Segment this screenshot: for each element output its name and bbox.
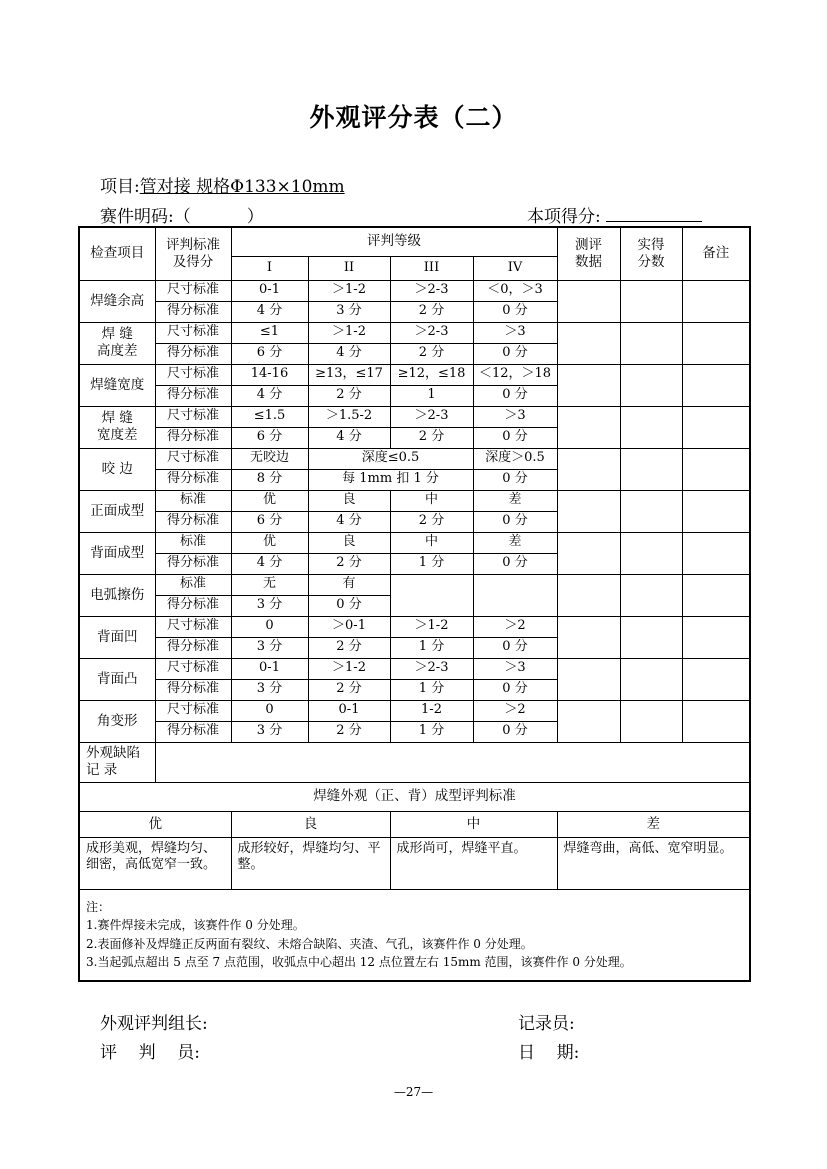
cell: 1 分 bbox=[390, 721, 473, 742]
cell: 0 分 bbox=[308, 595, 390, 616]
cell: 0 分 bbox=[473, 637, 557, 658]
actual-cell[interactable] bbox=[620, 700, 682, 742]
cell: 4 分 bbox=[308, 427, 390, 448]
remark-cell[interactable] bbox=[682, 574, 750, 616]
std-label: 得分标准 bbox=[155, 679, 231, 700]
cell: ＞2 bbox=[473, 616, 557, 637]
table-row bbox=[79, 364, 750, 385]
cell: 无 bbox=[231, 574, 308, 595]
actual-cell[interactable] bbox=[620, 574, 682, 616]
table-row bbox=[79, 532, 750, 553]
std-label: 得分标准 bbox=[155, 511, 231, 532]
cell: ＞3 bbox=[473, 406, 557, 427]
signature-date: 日 期: bbox=[518, 1043, 580, 1063]
forming-desc: 成形尚可，焊缝平直。 bbox=[390, 837, 557, 889]
cell: ＞3 bbox=[473, 322, 557, 343]
score-line bbox=[527, 202, 702, 227]
cell: 中 bbox=[390, 490, 473, 511]
signature-leader: 外观评判组长: bbox=[100, 1014, 208, 1034]
std-label: 尺寸标准 bbox=[155, 364, 231, 385]
actual-cell[interactable] bbox=[620, 364, 682, 406]
remark-cell[interactable] bbox=[682, 364, 750, 406]
table-row bbox=[79, 280, 750, 301]
cell: 3 分 bbox=[308, 301, 390, 322]
cell: 2 分 bbox=[390, 511, 473, 532]
cell: ＞1-2 bbox=[308, 322, 390, 343]
table-row bbox=[79, 322, 750, 343]
std-label: 得分标准 bbox=[155, 721, 231, 742]
forming-desc: 成形美观，焊缝均匀、细密，高低宽窄一致。 bbox=[79, 837, 231, 889]
cell: 4 分 bbox=[308, 511, 390, 532]
cell: 2 分 bbox=[308, 721, 390, 742]
item-name: 背面凹 bbox=[79, 616, 155, 658]
std-label: 得分标准 bbox=[155, 595, 231, 616]
std-label: 尺寸标准 bbox=[155, 616, 231, 637]
cell: 深度≤0.5 bbox=[308, 448, 473, 469]
score-label: 本项得分: bbox=[527, 207, 601, 227]
std-label: 得分标准 bbox=[155, 637, 231, 658]
forming-grade: 优 bbox=[79, 811, 231, 837]
table-row bbox=[79, 406, 750, 427]
measured-cell[interactable] bbox=[557, 490, 620, 532]
cell: 0 分 bbox=[473, 385, 557, 406]
cell: 0 分 bbox=[473, 553, 557, 574]
measured-cell[interactable] bbox=[557, 532, 620, 574]
measured-cell[interactable] bbox=[557, 700, 620, 742]
cell: 深度＞0.5 bbox=[473, 448, 557, 469]
cell: ＞2-3 bbox=[390, 280, 473, 301]
cell: 2 分 bbox=[308, 553, 390, 574]
item-name: 背面凸 bbox=[79, 658, 155, 700]
cell: 0 分 bbox=[473, 679, 557, 700]
grade-1: I bbox=[231, 256, 308, 280]
cell: ＞2-3 bbox=[390, 406, 473, 427]
table-row bbox=[79, 574, 750, 595]
forming-title-row bbox=[79, 782, 750, 811]
defect-row bbox=[79, 742, 750, 782]
cell: 3 分 bbox=[231, 595, 308, 616]
grade-3: III bbox=[390, 256, 473, 280]
std-label: 尺寸标准 bbox=[155, 658, 231, 679]
std-label: 得分标准 bbox=[155, 469, 231, 490]
cell: 3 分 bbox=[231, 637, 308, 658]
table-row bbox=[79, 658, 750, 679]
cell: ≤1 bbox=[231, 322, 308, 343]
grade-4: IV bbox=[473, 256, 557, 280]
cell: 0 分 bbox=[473, 721, 557, 742]
actual-cell[interactable] bbox=[620, 658, 682, 700]
std-label: 得分标准 bbox=[155, 385, 231, 406]
cell: ≤1.5 bbox=[231, 406, 308, 427]
project-label: 项目: bbox=[100, 177, 140, 197]
cell: ＞1.5-2 bbox=[308, 406, 390, 427]
cell: 2 分 bbox=[308, 385, 390, 406]
cell: 中 bbox=[390, 532, 473, 553]
cell: 1 bbox=[390, 385, 473, 406]
std-label: 尺寸标准 bbox=[155, 448, 231, 469]
cell: 1-2 bbox=[390, 700, 473, 721]
forming-grade: 良 bbox=[231, 811, 390, 837]
code-close: ） bbox=[246, 207, 264, 227]
cell: 0 分 bbox=[473, 469, 557, 490]
cell: 0 分 bbox=[473, 343, 557, 364]
cell: ＞2-3 bbox=[390, 658, 473, 679]
cell: ＜0，＞3 bbox=[473, 280, 557, 301]
table-row bbox=[79, 490, 750, 511]
remark-cell[interactable] bbox=[682, 532, 750, 574]
note-3: 3.当起弧点超出 5 点至 7 点范围，收弧点中心超出 12 点位置左右 15mm 范围，该赛件作 0 分处理。 bbox=[86, 955, 632, 970]
forming-desc-row bbox=[79, 837, 750, 889]
notes bbox=[79, 889, 750, 981]
cell: 良 bbox=[308, 490, 390, 511]
cell: 6 分 bbox=[231, 343, 308, 364]
forming-grade-row bbox=[79, 811, 750, 837]
remark-cell[interactable] bbox=[682, 322, 750, 364]
cell: 6 分 bbox=[231, 511, 308, 532]
remark-cell[interactable] bbox=[682, 700, 750, 742]
measured-cell[interactable] bbox=[557, 616, 620, 658]
cell: 2 分 bbox=[390, 427, 473, 448]
remark-cell[interactable] bbox=[682, 616, 750, 658]
cell: ＞1-2 bbox=[308, 280, 390, 301]
cell: 0-1 bbox=[308, 700, 390, 721]
header-grades: 评判等级 bbox=[231, 227, 557, 256]
cell: 14-16 bbox=[231, 364, 308, 385]
cell: 6 分 bbox=[231, 427, 308, 448]
std-label: 得分标准 bbox=[155, 343, 231, 364]
std-label: 标准 bbox=[155, 574, 231, 595]
actual-cell[interactable] bbox=[620, 532, 682, 574]
page-number: —27— bbox=[393, 1085, 434, 1099]
code-label: 赛件明码:（ bbox=[100, 207, 191, 227]
item-name: 角变形 bbox=[79, 700, 155, 742]
item-name: 焊 缝 高度差 bbox=[79, 322, 155, 364]
grade-2: II bbox=[308, 256, 390, 280]
cell: 8 分 bbox=[231, 469, 308, 490]
actual-cell[interactable] bbox=[620, 616, 682, 658]
signature-judge: 评 判 员: bbox=[100, 1043, 200, 1063]
cell: ＞1-2 bbox=[308, 658, 390, 679]
remark-cell[interactable] bbox=[682, 280, 750, 322]
score-table bbox=[78, 226, 751, 982]
cell: 2 分 bbox=[390, 343, 473, 364]
cell: ≥12，≤18 bbox=[390, 364, 473, 385]
cell: 有 bbox=[308, 574, 390, 595]
measured-cell[interactable] bbox=[557, 658, 620, 700]
item-name: 焊 缝 宽度差 bbox=[79, 406, 155, 448]
item-name: 焊缝余高 bbox=[79, 280, 155, 322]
header-standard: 评判标准 及得分 bbox=[155, 227, 231, 280]
forming-grade: 差 bbox=[557, 811, 750, 837]
header-item: 检查项目 bbox=[79, 227, 155, 280]
std-label: 得分标准 bbox=[155, 553, 231, 574]
cell: 1 分 bbox=[390, 553, 473, 574]
note-2: 2.表面修补及焊缝正反两面有裂纹、未熔合缺陷、夹渣、气孔，该赛件作 0 分处理。 bbox=[86, 936, 533, 951]
cell: 差 bbox=[473, 490, 557, 511]
table-row bbox=[79, 700, 750, 721]
cell: 2 分 bbox=[308, 637, 390, 658]
cell: 优 bbox=[231, 532, 308, 553]
item-name: 背面成型 bbox=[79, 532, 155, 574]
empty-cell bbox=[473, 574, 557, 616]
cell: 0-1 bbox=[231, 280, 308, 301]
cell: 2 分 bbox=[390, 301, 473, 322]
cell: 3 分 bbox=[231, 721, 308, 742]
std-label: 标准 bbox=[155, 490, 231, 511]
code-line bbox=[100, 202, 264, 227]
cell: ≥13，≤17 bbox=[308, 364, 390, 385]
remark-cell[interactable] bbox=[682, 490, 750, 532]
remark-cell[interactable] bbox=[682, 658, 750, 700]
cell: 4 分 bbox=[231, 301, 308, 322]
header-measured: 测评 数据 bbox=[557, 227, 620, 280]
measured-cell[interactable] bbox=[557, 406, 620, 448]
cell: 每 1mm 扣 1 分 bbox=[308, 469, 473, 490]
notes-head: 注： bbox=[86, 899, 111, 914]
defect-label: 外观缺陷 记 录 bbox=[79, 742, 155, 782]
cell: 1 分 bbox=[390, 679, 473, 700]
cell: 4 分 bbox=[308, 343, 390, 364]
actual-cell[interactable] bbox=[620, 280, 682, 322]
table-row bbox=[79, 448, 750, 469]
std-label: 得分标准 bbox=[155, 301, 231, 322]
project-line bbox=[100, 172, 345, 197]
empty-cell bbox=[390, 574, 473, 616]
std-label: 得分标准 bbox=[155, 427, 231, 448]
cell: 0 bbox=[231, 616, 308, 637]
std-label: 标准 bbox=[155, 532, 231, 553]
std-label: 尺寸标准 bbox=[155, 406, 231, 427]
remark-cell[interactable] bbox=[682, 406, 750, 448]
cell: ＞2 bbox=[473, 700, 557, 721]
cell: 4 分 bbox=[231, 385, 308, 406]
cell: 3 分 bbox=[231, 679, 308, 700]
cell: 4 分 bbox=[231, 553, 308, 574]
std-label: 尺寸标准 bbox=[155, 280, 231, 301]
cell: ＞0-1 bbox=[308, 616, 390, 637]
cell: 0 分 bbox=[473, 301, 557, 322]
project-value: 管对接 规格Φ133×10mm bbox=[139, 177, 345, 197]
item-name: 正面成型 bbox=[79, 490, 155, 532]
std-label: 尺寸标准 bbox=[155, 700, 231, 721]
actual-cell[interactable] bbox=[620, 490, 682, 532]
actual-cell[interactable] bbox=[620, 406, 682, 448]
cell: 0-1 bbox=[231, 658, 308, 679]
cell: 2 分 bbox=[308, 679, 390, 700]
cell: ＞1-2 bbox=[390, 616, 473, 637]
cell: ＜12，＞18 bbox=[473, 364, 557, 385]
signature-recorder: 记录员: bbox=[518, 1014, 575, 1034]
header-remark: 备注 bbox=[682, 227, 750, 280]
forming-grade: 中 bbox=[390, 811, 557, 837]
score-blank[interactable] bbox=[606, 205, 702, 222]
std-label: 尺寸标准 bbox=[155, 322, 231, 343]
cell: ＞2-3 bbox=[390, 322, 473, 343]
header-actual: 实得 分数 bbox=[620, 227, 682, 280]
cell: 优 bbox=[231, 490, 308, 511]
measured-cell[interactable] bbox=[557, 574, 620, 616]
cell: 0 分 bbox=[473, 511, 557, 532]
remark-cell[interactable] bbox=[682, 448, 750, 490]
note-1: 1.赛件焊接未完成，该赛件作 0 分处理。 bbox=[86, 918, 305, 933]
cell: ＞3 bbox=[473, 658, 557, 679]
cell: 良 bbox=[308, 532, 390, 553]
item-name: 电弧擦伤 bbox=[79, 574, 155, 616]
cell: 1 分 bbox=[390, 637, 473, 658]
notes-row bbox=[79, 889, 750, 981]
actual-cell[interactable] bbox=[620, 322, 682, 364]
forming-desc: 成形较好，焊缝均匀、平整。 bbox=[231, 837, 390, 889]
cell: 0 bbox=[231, 700, 308, 721]
forming-title: 焊缝外观（正、背）成型评判标准 bbox=[79, 782, 750, 811]
cell: 0 分 bbox=[473, 427, 557, 448]
page-title: 外观评分表（二） bbox=[309, 103, 518, 132]
item-name: 焊缝宽度 bbox=[79, 364, 155, 406]
measured-cell[interactable] bbox=[557, 448, 620, 490]
actual-cell[interactable] bbox=[620, 448, 682, 490]
forming-desc: 焊缝弯曲，高低、宽窄明显。 bbox=[557, 837, 750, 889]
measured-cell[interactable] bbox=[557, 280, 620, 322]
cell: 差 bbox=[473, 532, 557, 553]
measured-cell[interactable] bbox=[557, 322, 620, 364]
measured-cell[interactable] bbox=[557, 364, 620, 406]
defect-record-field[interactable] bbox=[155, 742, 750, 782]
table-row bbox=[79, 616, 750, 637]
item-name: 咬 边 bbox=[79, 448, 155, 490]
cell: 无咬边 bbox=[231, 448, 308, 469]
